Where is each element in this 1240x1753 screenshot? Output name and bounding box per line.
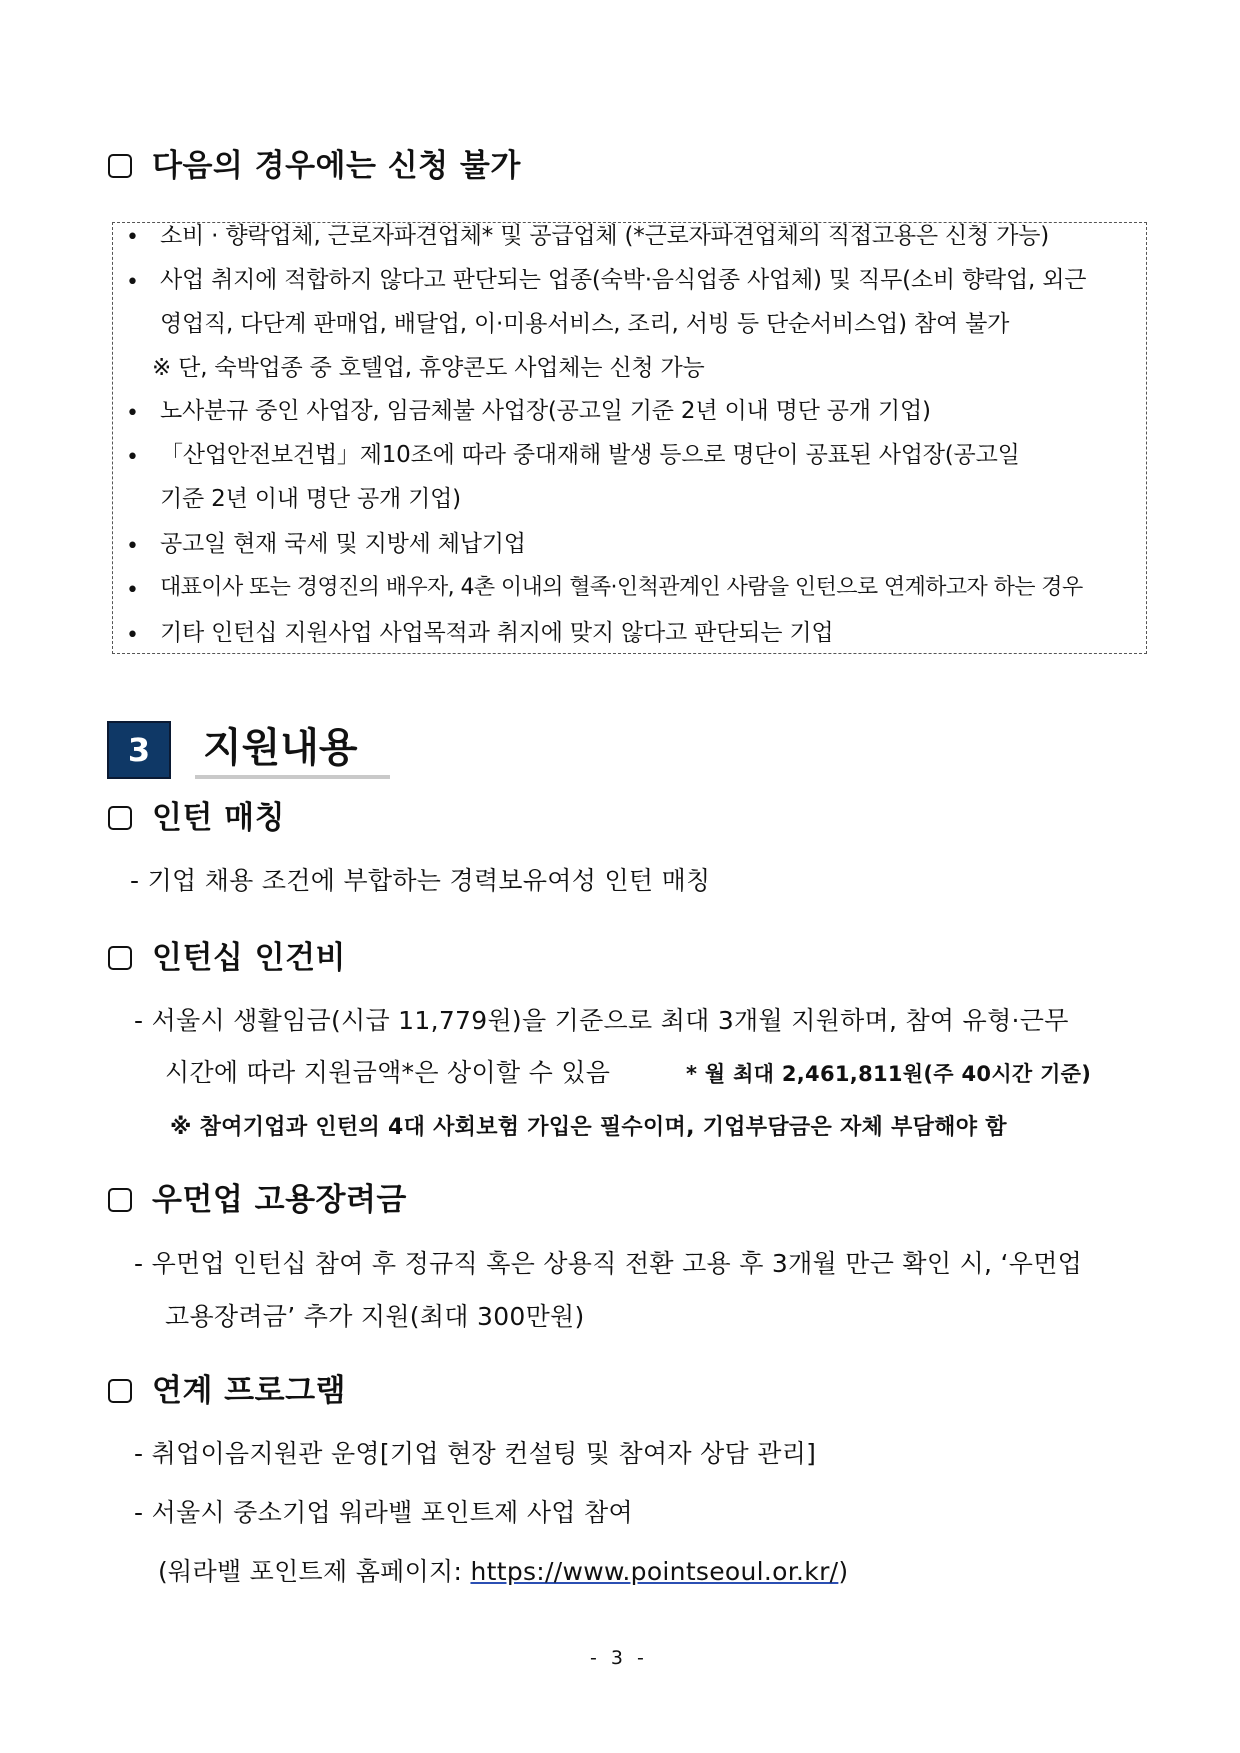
not-eligible-item: 사업 취지에 적합하지 않다고 판단되는 업종(숙박·음식업종 사업체) 및 직무(소비 향락업, 외근	[160, 267, 1087, 293]
checkbox-icon	[108, 1188, 132, 1212]
bullet-icon: •	[126, 225, 139, 250]
labor-cost-line-cont: 시간에 따라 지원금액*은 상이할 수 있음	[165, 1058, 611, 1087]
section-title-underline	[195, 775, 390, 779]
checkbox-icon	[108, 946, 132, 970]
programs-heading: 연계 프로그램	[152, 1373, 346, 1409]
bullet-icon: •	[126, 401, 139, 426]
labor-cost-footnote: * 월 최대 2,461,811원(주 40시간 기준)	[686, 1062, 1092, 1086]
homepage-suffix: )	[838, 1557, 849, 1586]
programs-line: - 취업이음지원관 운영[기업 현장 컨설팅 및 참여자 상담 관리]	[134, 1439, 817, 1468]
not-eligible-item: 기타 인턴십 지원사업 사업목적과 취지에 맞지 않다고 판단되는 기업	[160, 620, 834, 646]
labor-cost-insurance-note: ※ 참여기업과 인턴의 4대 사회보험 가입은 필수이며, 기업부담금은 자체 부담해야 함	[170, 1115, 1007, 1140]
labor-cost-line: - 서울시 생활임금(시급 11,779원)을 기준으로 최대 3개월 지원하며, 참여 유형·근무	[134, 1006, 1069, 1035]
bullet-icon: •	[126, 445, 139, 470]
not-eligible-item: 대표이사 또는 경영진의 배우자, 4촌 이내의 혈족·인척관계인 사람을 인턴으로 연계하고자 하는 경우	[160, 575, 1083, 600]
intern-matching-heading: 인턴 매칭	[152, 800, 286, 836]
not-eligible-item: 「산업안전보건법」제10조에 따라 중대재해 발생 등으로 명단이 공표된 사업장(공고일	[160, 442, 1020, 468]
bullet-icon: •	[126, 623, 139, 648]
not-eligible-note: ※ 단, 숙박업종 중 호텔업, 휴양콘도 사업체는 신청 가능	[152, 355, 705, 381]
not-eligible-item: 소비 · 향락업체, 근로자파견업체* 및 공급업체 (*근로자파견업체의 직접고용은 신청 가능)	[160, 223, 1049, 249]
page-number: - 3 -	[590, 1647, 648, 1669]
not-eligible-item-cont: 영업직, 다단계 판매업, 배달업, 이·미용서비스, 조리, 서빙 등 단순서비스업) 참여 불가	[160, 311, 1010, 337]
bullet-icon: •	[126, 534, 139, 559]
homepage-prefix: (워라밸 포인트제 홈페이지:	[158, 1557, 471, 1586]
programs-line: - 서울시 중소기업 워라밸 포인트제 사업 참여	[134, 1498, 633, 1527]
labor-cost-heading: 인턴십 인건비	[152, 940, 346, 976]
checkbox-icon	[108, 806, 132, 830]
section-title: 지원내용	[203, 725, 358, 771]
not-eligible-item-cont: 기준 2년 이내 명단 공개 기업)	[160, 486, 461, 512]
checkbox-icon	[108, 154, 132, 178]
bullet-icon: •	[126, 578, 139, 603]
not-eligible-item: 노사분규 중인 사업장, 임금체불 사업장(공고일 기준 2년 이내 명단 공개 기업)	[160, 398, 931, 424]
incentive-line: - 우먼업 인턴십 참여 후 정규직 혹은 상용직 전환 고용 후 3개월 만근 확인 시, ‘우먼업	[134, 1249, 1083, 1278]
incentive-heading: 우먼업 고용장려금	[152, 1182, 407, 1218]
checkbox-icon	[108, 1379, 132, 1403]
not-eligible-heading: 다음의 경우에는 신청 불가	[152, 148, 521, 184]
incentive-line-cont: 고용장려금’ 추가 지원(최대 300만원)	[165, 1302, 585, 1331]
programs-homepage-line	[158, 1559, 848, 1584]
section-number-badge: 3	[107, 721, 171, 779]
bullet-icon: •	[126, 270, 139, 295]
homepage-link[interactable]: https://www.pointseoul.or.kr/	[470, 1557, 839, 1586]
not-eligible-item: 공고일 현재 국세 및 지방세 체납기업	[160, 531, 526, 557]
intern-matching-line: - 기업 채용 조건에 부합하는 경력보유여성 인턴 매칭	[130, 866, 711, 895]
